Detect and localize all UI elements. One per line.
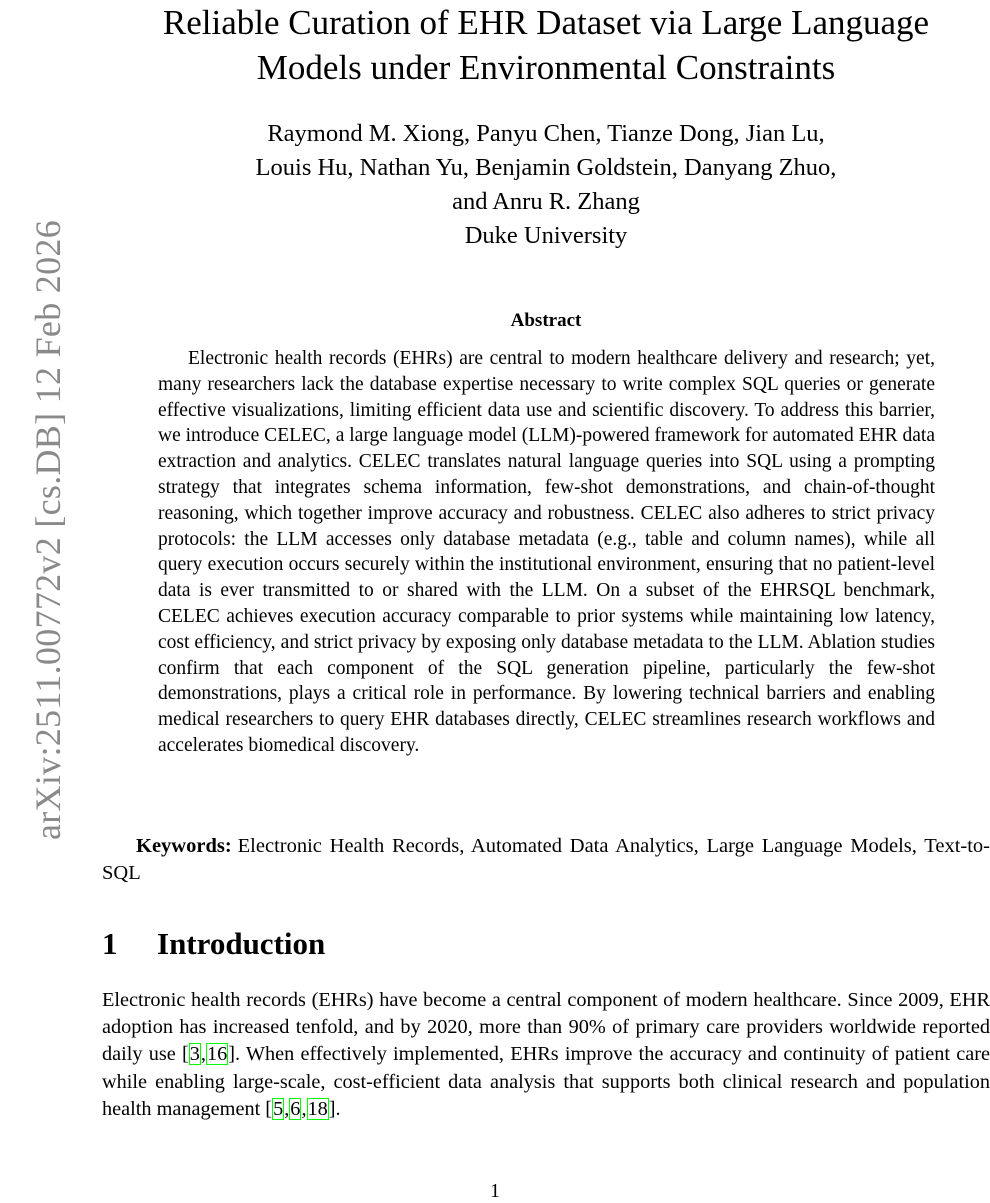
intro-text: ]. (328, 1097, 341, 1120)
keywords (102, 833, 990, 887)
intro-text: ]. When effectively implemented, EHRs improve the accuracy and continuity of patient care while enabling large-scale, cost-efficient data analysis that supports both clinical research and population health management [ (102, 1043, 990, 1120)
author-line: and Anru R. Zhang (452, 188, 640, 215)
title-line: Reliable Curation of EHR Dataset via Large Language (162, 3, 930, 42)
abstract-heading: Abstract (510, 310, 582, 331)
keywords-label: Keywords: (136, 835, 232, 857)
section-number: 1 (102, 926, 118, 961)
keywords-text: Electronic Health Records, Automated Data Analytics, Large Language Models, Text-to-SQL (102, 835, 990, 884)
title-line: Models under Environmental Constraints (256, 48, 836, 87)
citation-link[interactable]: 16 (206, 1043, 228, 1066)
section-title: Introduction (157, 926, 326, 961)
citation-link[interactable]: 3 (189, 1043, 200, 1066)
abstract-body: Electronic health records (EHRs) are central to modern healthcare delivery and research; yet, many researchers lack the database expertise necessary to write complex SQL queries or generate effective visualizations, limiting efficient data use and scientific discovery. To address this barrier, we introduce CELEC, a large language model (LLM)-powered framework for automated EHR data extraction and analytics. CELEC translates natural language queries into SQL using a prompting strategy that integrates schema information, few-shot demonstrations, and chain-of-thought reasoning, which together improve accuracy and robustness. CELEC also adheres to strict privacy protocols: the LLM accesses only database metadata (e.g., table and column names), while all query execution occurs securely within the institutional environment, ensuring that no patient-level data is ever transmitted to or shared with the LLM. On a subset of the EHRSQL benchmark, CELEC achieves execution accuracy comparable to prior systems while maintaining low latency, cost efficiency, and strict privacy by exposing only database metadata to the LLM. Ablation studies confirm that each component of the SQL generation pipeline, particularly the few-shot demonstrations, plays a critical role in performance. By lowering technical barriers and enabling medical researchers to query EHR databases directly, CELEC streamlines research workflows and accelerates biomedical discovery. (158, 348, 935, 756)
paper-title (102, 0, 990, 90)
citation-link[interactable]: 5 (273, 1097, 284, 1120)
affiliation: Duke University (464, 222, 628, 249)
citation-separator: , (284, 1097, 290, 1120)
author-block (102, 117, 990, 253)
section-heading (102, 926, 325, 962)
citation-link[interactable]: 18 (307, 1097, 328, 1120)
author-line: Raymond M. Xiong, Panyu Chen, Tianze Dong, Jian Lu, (267, 120, 825, 147)
citation-link[interactable]: 6 (290, 1097, 301, 1120)
page-number: 1 (490, 1180, 500, 1202)
arxiv-identifier: arXiv:2511.00772v2 [cs.DB] 12 Feb 2026 (28, 219, 68, 841)
intro-paragraph (102, 987, 990, 1123)
citation-separator: , (301, 1097, 307, 1120)
citation-separator: , (200, 1043, 206, 1066)
intro-text: Electronic health records (EHRs) have become a central component of modern healthcare. Since 2009, EHR adoption has increased tenfold, and by 2020, more than 90% of primary care providers worldwide reported daily use [ (102, 989, 990, 1066)
author-line: Louis Hu, Nathan Yu, Benjamin Goldstein, Danyang Zhuo, (255, 154, 837, 181)
